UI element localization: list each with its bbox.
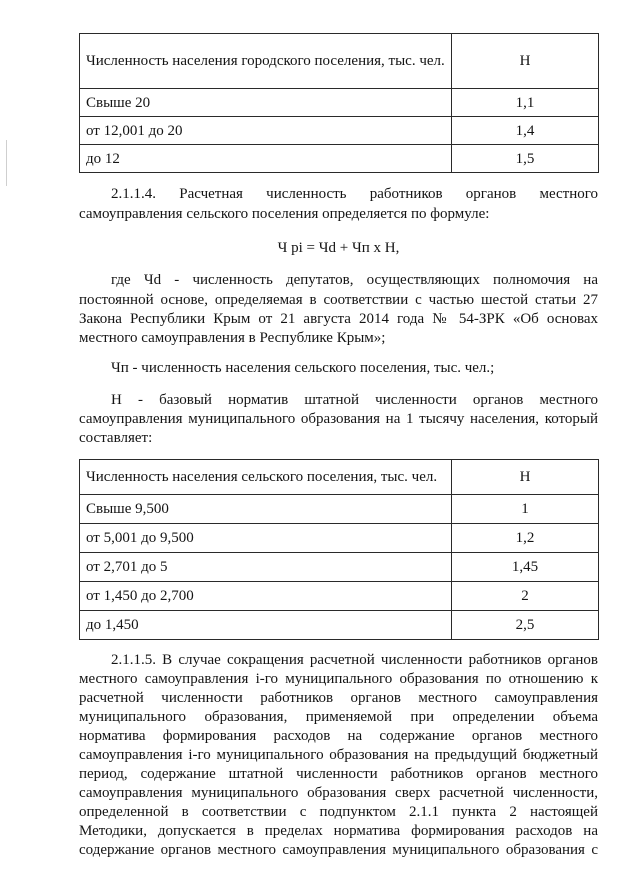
table-cell: 1 — [452, 495, 599, 524]
table-row — [80, 582, 599, 611]
table-row — [80, 89, 599, 117]
paragraph-where-line: местного самоуправления в Республике Крым»; — [79, 330, 386, 346]
paragraph-where-line: постоянной основе, определяемая в соответствии с частью шестой статьи 27 — [79, 292, 598, 308]
table-row — [80, 611, 599, 640]
table-header-row — [80, 34, 599, 89]
table-cell: от 1,450 до 2,700 — [80, 582, 452, 611]
table-cell: 1,45 — [452, 553, 599, 582]
paragraph-2115-line: самоуправления муниципального образования сверх расчетной численности, — [79, 785, 598, 801]
paragraph-2115-line: муниципального образования, применяемой при определении объема — [79, 709, 598, 725]
table-row — [80, 553, 599, 582]
paragraph-2115-line: местного самоуправления i-го муниципального образования по отношению к — [79, 671, 598, 687]
table-row — [80, 495, 599, 524]
table-row — [80, 117, 599, 145]
paragraph-2115-line: содержание органов местного самоуправления муниципального образования с — [79, 842, 598, 858]
table-cell: Свыше 9,500 — [80, 495, 452, 524]
table-header-cell: Численность населения городского поселения, тыс. чел. — [80, 34, 452, 89]
paragraph-2115-line: Методики, допускается в пределах норматива формирования расходов на — [79, 823, 598, 839]
table-cell: до 12 — [80, 145, 452, 173]
scan-margin-mark — [6, 140, 7, 186]
table-cell: 2 — [452, 582, 599, 611]
rural-population-norm-table — [79, 459, 599, 640]
paragraph-2114-line: самоуправления сельского поселения определяется по формуле: — [79, 206, 490, 222]
table-row — [80, 145, 599, 173]
paragraph-n-line: самоуправления муниципального образования на 1 тысячу населения, который — [79, 411, 598, 427]
paragraph-2115-line: 2.1.1.5. В случае сокращения расчетной численности работников органов — [111, 652, 598, 668]
table-header-cell: Н — [452, 460, 599, 495]
table-cell: от 2,701 до 5 — [80, 553, 452, 582]
paragraph-2115-line: определенной в соответствии с подпунктом 2.1.1 пункта 2 настоящей — [79, 804, 598, 820]
paragraph-2114-line: 2.1.1.4. Расчетная численность работников органов местного — [111, 186, 598, 202]
table-header-cell: Н — [452, 34, 599, 89]
table-cell: 1,2 — [452, 524, 599, 553]
table-cell: до 1,450 — [80, 611, 452, 640]
table-row — [80, 524, 599, 553]
paragraph-2115-line: расчетной численности работников органов местного самоуправления — [79, 690, 598, 706]
urban-population-norm-table — [79, 33, 599, 173]
paragraph-n-line: Н - базовый норматив штатной численности органов местного — [111, 392, 598, 408]
table-cell: 1,4 — [452, 117, 599, 145]
table-header-row — [80, 460, 599, 495]
paragraph-chp: Чп - численность населения сельского поселения, тыс. чел.; — [111, 360, 495, 376]
table-cell: от 5,001 до 9,500 — [80, 524, 452, 553]
paragraph-2115-line: норматива формирования расходов на содержание органов местного — [79, 728, 598, 744]
paragraph-2115-line: период, содержание штатной численности работников органов местного — [79, 766, 598, 782]
paragraph-n-line: составляет: — [79, 430, 153, 446]
table-cell: Свыше 20 — [80, 89, 452, 117]
table-cell: 2,5 — [452, 611, 599, 640]
table-cell: 1,5 — [452, 145, 599, 173]
table-cell: от 12,001 до 20 — [80, 117, 452, 145]
paragraph-2115-line: самоуправления i-го муниципального образования на предыдущий бюджетный — [79, 747, 598, 763]
paragraph-where-line: где Чd - численность депутатов, осуществляющих полномочия на — [111, 272, 598, 288]
formula: Ч рi = Чd + Чп х Н, — [277, 240, 400, 256]
table-header-cell: Численность населения сельского поселения, тыс. чел. — [80, 460, 452, 495]
table-cell: 1,1 — [452, 89, 599, 117]
paragraph-where-line: Закона Республики Крым от 21 августа 2014 года № 54-ЗРК «Об основах — [79, 311, 598, 327]
